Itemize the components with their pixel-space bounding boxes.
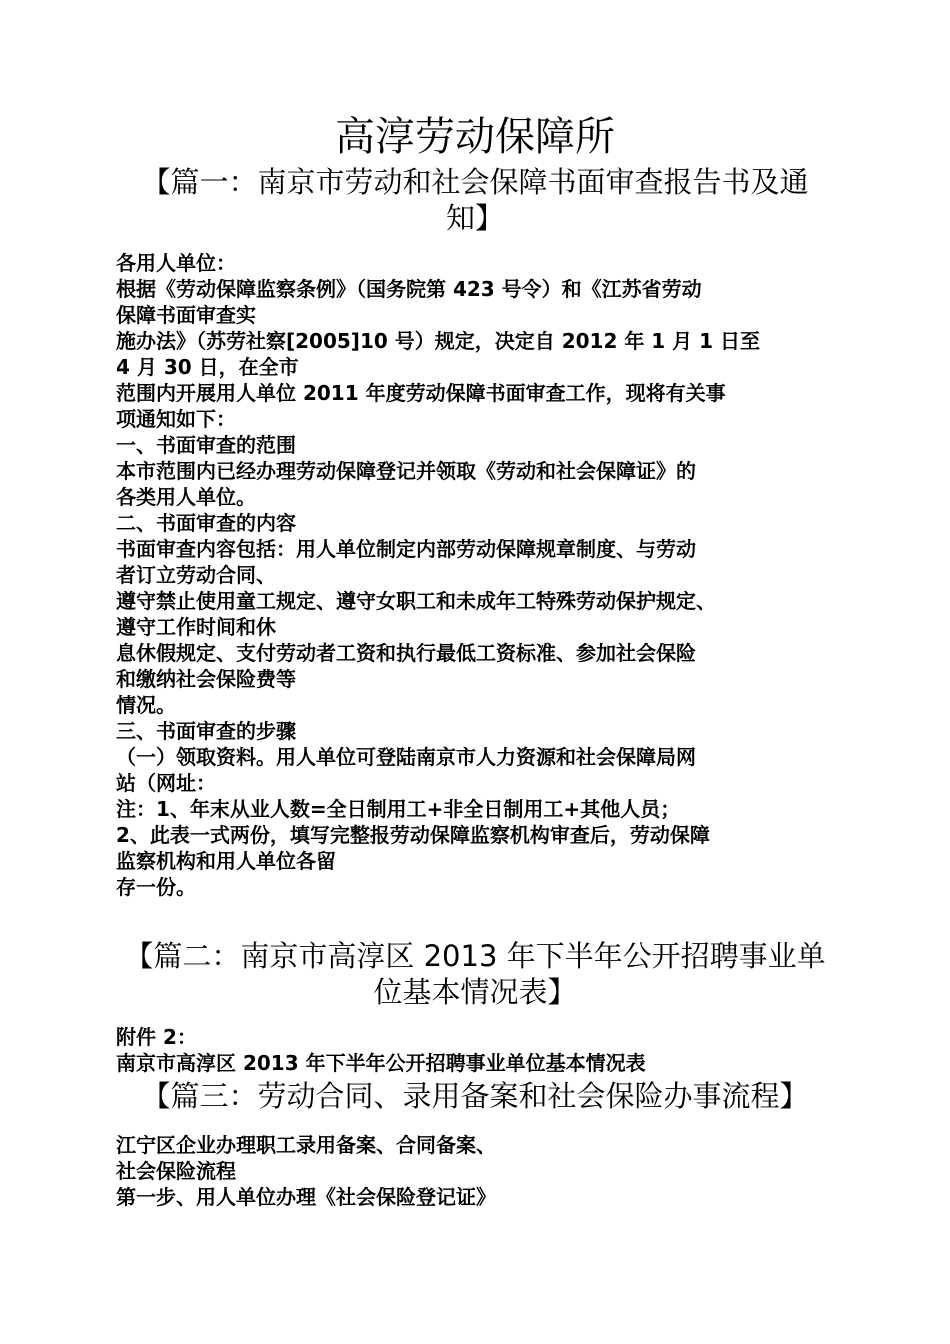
section-2-heading-line-2: 位基本情况表】 xyxy=(373,975,577,1009)
body-line: 息休假规定、支付劳动者工资和执行最低工资标准、参加社会保险 xyxy=(116,641,696,665)
body-line: 第一步、用人单位办理《社会保险登记证》 xyxy=(116,1185,496,1209)
section-2-heading xyxy=(0,938,950,1010)
body-line: 遵守工作时间和休 xyxy=(116,615,276,639)
section-3-body xyxy=(116,1132,836,1210)
body-line: 本市范围内已经办理劳动保障登记并领取《劳动和社会保障证》的 xyxy=(116,459,696,483)
body-line: 站（网址： xyxy=(116,771,216,795)
body-line: 三、书面审查的步骤 xyxy=(116,719,296,743)
body-line: 4 月 30 日，在全市 xyxy=(116,355,299,379)
body-line: 各用人单位： xyxy=(116,251,236,275)
body-line: 各类用人单位。 xyxy=(116,485,256,509)
section-2-heading-line-1: 【篇二：南京市高淳区 2013 年下半年公开招聘事业单 xyxy=(124,939,826,973)
body-line: 根据《劳动保障监察条例》（国务院第 423 号令）和《江苏省劳动 xyxy=(116,277,702,301)
body-line: （一）领取资料。用人单位可登陆南京市人力资源和社会保障局网 xyxy=(116,745,696,769)
body-line: 社会保险流程 xyxy=(116,1159,236,1183)
section-1-heading-line-1: 【篇一：南京市劳动和社会保障书面审查报告书及通 xyxy=(141,165,809,199)
body-line: 二、书面审查的内容 xyxy=(116,511,296,535)
body-line: 施办法》（苏劳社察[2005]10 号）规定，决定自 2012 年 1 月 1 日至 xyxy=(116,329,761,353)
document-title: 高淳劳动保障所 xyxy=(335,114,615,160)
body-line: 注：1、年末从业人数=全日制用工+非全日制用工+其他人员； xyxy=(116,797,681,821)
body-line: 项通知如下： xyxy=(116,407,236,431)
body-line: 遵守禁止使用童工规定、遵守女职工和未成年工特殊劳动保护规定、 xyxy=(116,589,716,613)
body-line: 和缴纳社会保险费等 xyxy=(116,667,296,691)
body-line: 监察机构和用人单位各留 xyxy=(116,849,336,873)
body-line: 保障书面审查实 xyxy=(116,303,256,327)
section-1-heading xyxy=(0,164,950,236)
section-1-body xyxy=(116,250,836,900)
section-3-heading: 【篇三：劳动合同、录用备案和社会保险办事流程】 xyxy=(141,1079,809,1113)
body-line: 者订立劳动合同、 xyxy=(116,563,276,587)
body-line: 存一份。 xyxy=(116,875,196,899)
body-line: 附件 2： xyxy=(116,1025,197,1049)
body-line: 书面审查内容包括：用人单位制定内部劳动保障规章制度、与劳动 xyxy=(116,537,696,561)
body-line: 南京市高淳区 2013 年下半年公开招聘事业单位基本情况表 xyxy=(116,1051,646,1075)
body-line: 2、此表一式两份，填写完整报劳动保障监察机构审查后，劳动保障 xyxy=(116,823,710,847)
body-line: 情况。 xyxy=(116,693,176,717)
body-line: 一、书面审查的范围 xyxy=(116,433,296,457)
body-line: 江宁区企业办理职工录用备案、合同备案、 xyxy=(116,1133,496,1157)
body-line: 范围内开展用人单位 2011 年度劳动保障书面审查工作，现将有关事 xyxy=(116,381,726,405)
section-1-heading-line-2: 知】 xyxy=(445,201,504,235)
section-2-body xyxy=(116,1024,836,1076)
